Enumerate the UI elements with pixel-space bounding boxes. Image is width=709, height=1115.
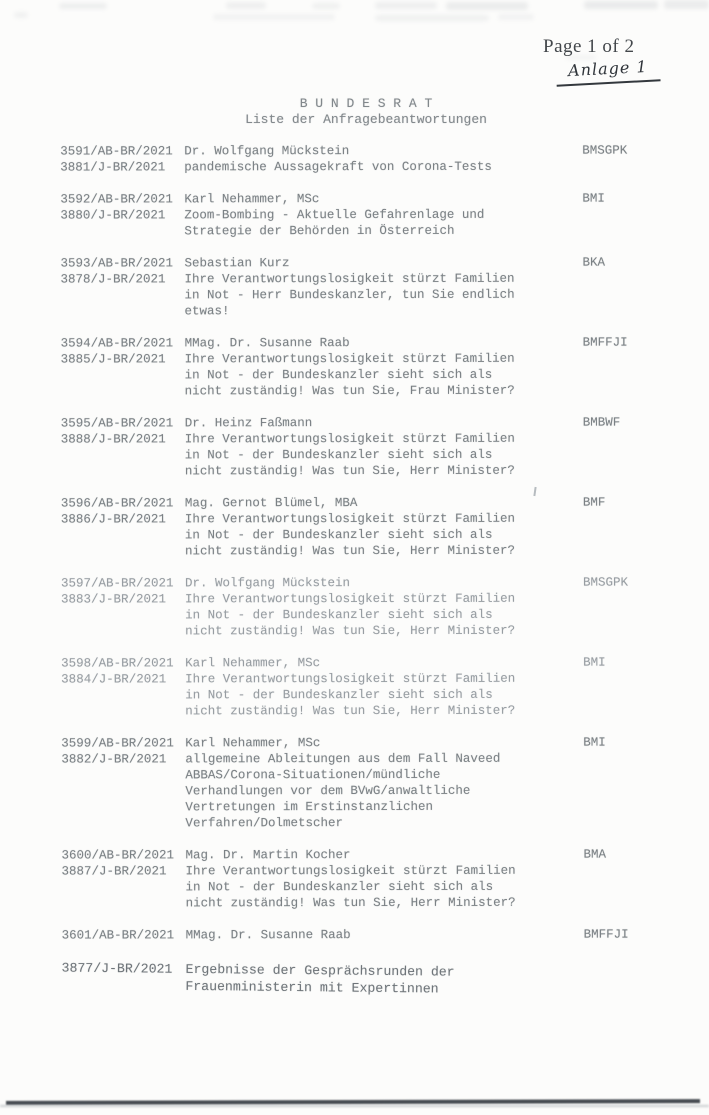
entry-question-number: 3880/J-BR/2021 [60, 208, 166, 223]
entry-answer-number: 3597/AB-BR/2021 [61, 576, 174, 591]
list-entry [61, 414, 701, 479]
list-entry [60, 190, 700, 239]
scan-smudge [59, 3, 107, 9]
scan-smudge [584, 1, 658, 9]
page-number-label: Page 1 of 2 [543, 36, 635, 57]
entry-ministry-code: BMFFJI [583, 927, 629, 942]
handwritten-anlage-note: Anlage 1 [555, 56, 660, 86]
entry-answer-number: 3592/AB-BR/2021 [60, 192, 173, 207]
entry-subject: Ihre Verantwortungslosigkeit stürzt Familien in Not - der Bundeskanzler sieht sich als nicht zuständig! Was tun Sie, Herr Minister? [185, 591, 516, 639]
scan-smudge [226, 2, 266, 9]
scan-smudge [664, 0, 709, 9]
entry-answer-number: 3599/AB-BR/2021 [61, 736, 174, 751]
entry-ministry-code: BMA [583, 847, 607, 862]
scan-smudge [312, 3, 340, 9]
entry-ministry-code: BMI [583, 655, 606, 670]
entry-ministry-code [584, 965, 702, 966]
list-entry [61, 960, 701, 1001]
list-entry [61, 494, 701, 559]
entry-person: Mag. Gernot Blümel, MBA [184, 496, 358, 511]
entry-person: Karl Nehammer, MSc [185, 736, 321, 751]
document-header [56, 96, 676, 128]
entry-subject: Ihre Verantwortungslosigkeit stürzt Familien in Not - der Bundeskanzler sieht sich als nicht zuständig! Was tun Sie, Herr Minister? [184, 431, 515, 479]
scan-smudge [375, 15, 489, 21]
list-entry [60, 254, 700, 319]
entry-answer-number: 3596/AB-BR/2021 [60, 496, 174, 511]
entry-ministry-code: BMSGPK [582, 143, 628, 158]
entry-question-number: 3877/J-BR/2021 [61, 960, 173, 977]
entry-answer-number: 3598/AB-BR/2021 [61, 656, 174, 671]
entry-subject: Ergebnisse der Gesprächsrunden der Frauenministerin mit Expertinnen [185, 961, 455, 997]
entry-ministry-code: BMBWF [582, 415, 621, 430]
entry-ministry-code: BMI [583, 735, 606, 750]
scan-smudge [446, 2, 528, 10]
list-entry [61, 846, 701, 911]
document-title: B U N D E S R A T [299, 96, 433, 111]
entry-ministry-code: BMF [582, 495, 606, 510]
entry-person: Karl Nehammer, MSc [184, 192, 320, 207]
list-entry [60, 142, 700, 175]
entry-answer-number: 3595/AB-BR/2021 [60, 416, 174, 431]
entry-question-number: 3887/J-BR/2021 [61, 864, 167, 879]
entry-subject: Zoom-Bombing - Aktuelle Gefahrenlage und Strategie der Behörden in Österreich [184, 207, 485, 239]
entry-ministry-code: BMI [582, 191, 605, 206]
entry-subject: Ihre Verantwortungslosigkeit stürzt Familien in Not - der Bundeskanzler sieht sich als nicht zuständig! Was tun Sie, Herr Minister? [185, 863, 516, 911]
entry-ministry-code: BKA [582, 255, 605, 270]
list-entry [61, 734, 701, 831]
entry-subject: Ihre Verantwortungslosigkeit stürzt Familien in Not - der Bundeskanzler sieht sich als nicht zuständig! Was tun Sie, Herr Minister? [185, 671, 516, 719]
entry-subject: Ihre Verantwortungslosigkeit stürzt Familien in Not - Herr Bundeskanzler, tun Sie endlich etwas! [184, 271, 515, 319]
entry-answer-number: 3601/AB-BR/2021 [61, 928, 175, 943]
enquiry-answer-list [60, 142, 702, 1009]
entry-person: Dr. Heinz Faßmann [184, 416, 313, 431]
entry-person: Sebastian Kurz [184, 256, 290, 271]
entry-answer-number: 3591/AB-BR/2021 [60, 144, 173, 159]
entry-question-number: 3886/J-BR/2021 [60, 512, 166, 527]
entry-question-number: 3885/J-BR/2021 [60, 352, 166, 367]
scan-smudge [498, 14, 534, 20]
list-entry [61, 334, 701, 399]
entry-person: MMag. Dr. Susanne Raab [184, 336, 350, 351]
list-entry [61, 654, 701, 719]
scan-smudge [213, 14, 335, 20]
entry-answer-number: 3600/AB-BR/2021 [61, 848, 175, 863]
entry-answer-number: 3593/AB-BR/2021 [60, 256, 173, 271]
entry-subject: allgemeine Ableitungen aus dem Fall Naveed ABBAS/Corona-Situationen/mündliche Verhandlungen vor dem BVwG/anwaltliche Vertretungen im Erstinstanzlichen Verfahren/Dolmetscher [185, 751, 501, 831]
entry-question-number: 3884/J-BR/2021 [61, 672, 167, 687]
entry-question-number: 3878/J-BR/2021 [60, 272, 166, 287]
entry-question-number: 3888/J-BR/2021 [60, 432, 166, 447]
entry-person: Dr. Wolfgang Mückstein [184, 144, 350, 159]
entry-question-number: 3882/J-BR/2021 [61, 752, 167, 767]
entry-person: MMag. Dr. Susanne Raab [185, 928, 351, 943]
scan-smudge [14, 12, 28, 18]
entry-person: Karl Nehammer, MSc [185, 656, 321, 671]
entry-subject: Ihre Verantwortungslosigkeit stürzt Familien in Not - der Bundeskanzler sieht sich als nicht zuständig! Was tun Sie, Frau Minister? [184, 351, 515, 399]
entry-person: Dr. Wolfgang Mückstein [185, 576, 351, 591]
entry-question-number: 3883/J-BR/2021 [61, 592, 167, 607]
scan-bottom-edge-shadow [0, 1105, 709, 1107]
entry-person: Mag. Dr. Martin Kocher [185, 848, 351, 863]
document-subtitle: Liste der Anfragebeantwortungen [245, 112, 487, 127]
list-entry [61, 574, 701, 639]
scan-smudge [375, 2, 437, 9]
entry-ministry-code: BMFFJI [582, 335, 628, 350]
entry-subject: pandemische Aussagekraft von Corona-Tests [184, 159, 492, 175]
entry-answer-number: 3594/AB-BR/2021 [60, 336, 174, 351]
entry-ministry-code: BMSGPK [582, 575, 629, 590]
entry-subject: Ihre Verantwortungslosigkeit stürzt Familien in Not - der Bundeskanzler sieht sich als nicht zuständig! Was tun Sie, Herr Minister? [184, 511, 516, 559]
list-entry [62, 926, 702, 943]
entry-question-number: 3881/J-BR/2021 [60, 160, 166, 175]
